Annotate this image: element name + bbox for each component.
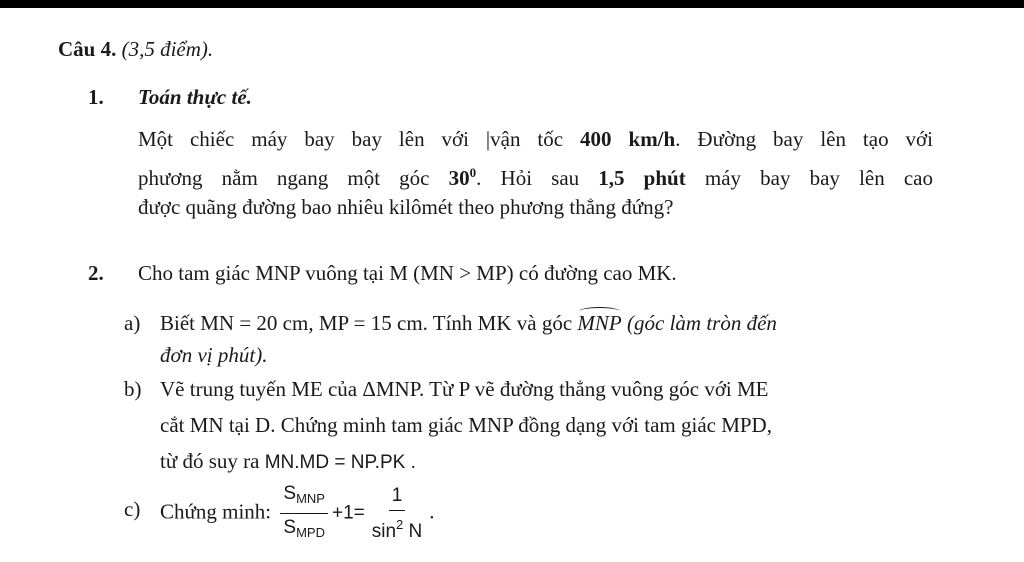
section1-line3: được quãng đường bao nhiêu kilômét theo phương thẳng đứng? <box>138 195 674 219</box>
section2-intro: Cho tam giác MNP vuông tại M (MN > MP) có đường cao MK. <box>138 261 677 285</box>
part-b-label: b) <box>124 377 142 401</box>
time-value: 1,5 phút <box>598 166 686 190</box>
part-a-line2: đơn vị phút). <box>160 343 268 367</box>
angle-mnp: MNP <box>577 311 622 335</box>
part-a-label: a) <box>124 311 141 335</box>
plus-one-equals: +1= <box>331 502 365 524</box>
top-border <box>0 0 1024 8</box>
question-title: Câu 4. <box>58 37 117 61</box>
part-c-line: Chứng minh: $\frac{S_{MNP}}{S_{MPD}}$ +1= $\frac{1}{\sin^2 N}$ . <box>160 482 435 545</box>
part-a-line1: Biết MN = 20 cm, MP = 15 cm. Tính MK và góc MNP (góc làm tròn đến <box>160 311 777 335</box>
part-b-line2: cắt MN tại D. Chứng minh tam giác MNP đồng dạng với tam giác MPD, <box>160 413 772 437</box>
part-b-formula: MN.MD = NP.PK . <box>264 452 416 473</box>
part-c-text: Chứng minh: <box>160 499 272 524</box>
section1-number: 1. <box>88 85 104 109</box>
section1-line2: phương nằm ngang một góc $30^0$. Hỏi sau 1,5 phút máy bay bay lên cao <box>138 165 933 190</box>
section2-number: 2. <box>88 261 104 285</box>
part-b-line3: từ đó suy ra MN.MD = NP.PK . <box>160 449 416 473</box>
section1-heading: Toán thực tế. <box>138 85 252 109</box>
part-c-label: c) <box>124 497 141 521</box>
speed-value: 400 km/h <box>580 127 676 151</box>
sine-fraction: $\frac{1}{\sin^2 N}$ <box>371 484 423 542</box>
section1-line1: Một chiếc máy bay bay lên với |vận tốc 400 km/h. Đường bay lên tạo với <box>138 127 933 151</box>
area-ratio-fraction: $\frac{S_{MNP}}{S_{MPD}}$ <box>280 482 328 545</box>
question-points: (3,5 điểm). <box>121 37 214 61</box>
part-b-line1: Vẽ trung tuyến ME của ΔMNP. Từ P vẽ đường thẳng vuông góc với ME <box>160 377 769 401</box>
question-header <box>58 36 213 62</box>
angle-value: $30^0$ <box>448 165 477 190</box>
